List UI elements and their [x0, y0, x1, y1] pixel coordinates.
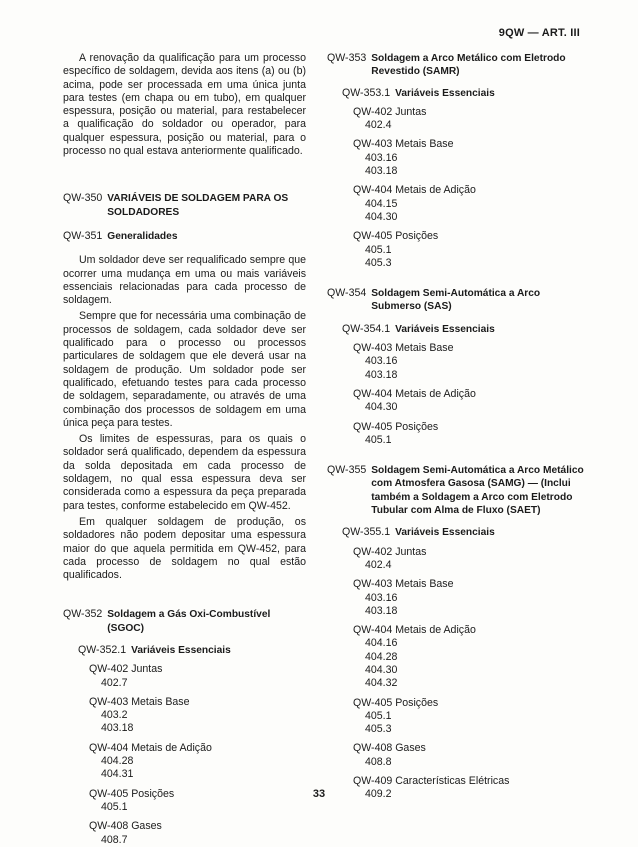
variable-code: 404.32: [365, 677, 398, 690]
variable-label: QW-403 Metais Base: [89, 695, 190, 708]
variable-code: 402.7: [101, 676, 128, 689]
page-number: 33: [312, 788, 326, 800]
section-number: QW-354: [327, 287, 367, 300]
variable-label: QW-405 Posições: [353, 230, 439, 243]
page-header: 9QW — ART. III: [498, 27, 580, 39]
variable-item: [353, 624, 585, 690]
variable-code: 403.18: [365, 165, 398, 178]
variable-code: 404.16: [365, 637, 398, 650]
variable-code: 405.1: [101, 800, 128, 813]
variable-code: 403.2: [101, 709, 128, 722]
variable-code: 404.28: [365, 650, 398, 663]
subsection-qw355-1: [327, 526, 585, 539]
subsection-number: QW-355.1: [342, 526, 391, 539]
variable-code: 403.18: [365, 368, 398, 381]
variable-item: [353, 138, 585, 178]
section-title: Soldagem Semi-Automática a Arco Metálico com Atmosfera Gasosa (SAMG) — (Inclui também a Soldagem a Arco com Eletrodo Tubular com Alma de Fluxo (SAET): [371, 465, 584, 517]
variable-code: 405.1: [365, 433, 392, 446]
paragraph: Um soldador deve ser requalificado sempre que ocorrer uma mudança em uma ou mais variáveis essenciais relacionadas para cada processo de soldagem.: [63, 254, 306, 307]
variable-item: [89, 663, 306, 690]
variable-label: QW-402 Juntas: [353, 545, 427, 558]
variable-item: [353, 578, 585, 618]
variable-label: QW-405 Posições: [353, 696, 439, 709]
subsection-qw352-1: [63, 644, 306, 657]
variable-code: 404.30: [365, 401, 398, 414]
paragraph: Sempre que for necessária uma combinação de processos de soldagem, cada soldador deve ser qualificado para o processo ou processos particulares de soldagem que ele deverá usar na soldagem de produção. Um soldador pode ser qualificado, efetuando testes para cada processo de soldagem, separadamente, ou através de uma combinação dos processos de soldagem em uma única peça para testes.: [63, 310, 306, 429]
variable-item: [353, 388, 585, 415]
variable-label: QW-408 Gases: [353, 742, 426, 755]
section-title: Generalidades: [107, 230, 178, 242]
variable-code: 403.16: [365, 591, 398, 604]
variable-item: [353, 106, 585, 133]
variables-list: [327, 342, 585, 447]
section-number: QW-350: [63, 192, 103, 205]
right-column: [327, 52, 585, 802]
subsection-qw354-1: [327, 323, 585, 336]
variable-item: [353, 421, 585, 448]
variable-code: 404.15: [365, 197, 398, 210]
variable-code: 404.30: [365, 210, 398, 223]
variable-label: QW-404 Metais de Adição: [89, 741, 212, 754]
variable-item: [353, 342, 585, 382]
variable-label: QW-402 Juntas: [353, 105, 427, 118]
section-number: QW-352: [63, 608, 103, 621]
variable-label: QW-403 Metais Base: [353, 342, 454, 355]
variable-label: QW-402 Juntas: [89, 663, 163, 676]
variable-code: 403.18: [101, 722, 134, 735]
variables-list: [327, 546, 585, 802]
variable-label: QW-405 Posições: [353, 420, 439, 433]
variable-code: 404.28: [101, 755, 134, 768]
left-column: [63, 52, 306, 847]
section-qw354: [327, 287, 585, 314]
subsection-qw353-1: [327, 87, 585, 100]
paragraph: Os limites de espessuras, para os quais o soldador será qualificado, dependem da espessura da solda depositada em cada processo de soldagem, no qual essa espessura deva ser considerada como a espessura da peça preparada para testes, conforme estabelecido em QW-452.: [63, 433, 306, 512]
variable-item: [353, 742, 585, 769]
variable-item: [89, 696, 306, 736]
variable-code: 405.3: [365, 723, 392, 736]
variable-label: QW-408 Gases: [89, 820, 162, 833]
subsection-number: QW-352.1: [78, 643, 127, 656]
variable-label: QW-404 Metais de Adição: [353, 387, 476, 400]
variable-item: [353, 546, 585, 573]
variable-item: [89, 742, 306, 782]
subsection-title: Variáveis Essenciais: [395, 87, 495, 99]
subsection-title: Variáveis Essenciais: [395, 527, 495, 539]
variable-label: QW-409 Características Elétricas: [353, 775, 510, 788]
section-qw351: [63, 230, 306, 243]
section-title: Soldagem a Gás Oxi-Combustível (SGOC): [107, 609, 271, 634]
variable-code: 408.8: [365, 755, 392, 768]
section-title: Soldagem a Arco Metálico com Eletrodo Revestido (SAMR): [371, 53, 566, 78]
variable-code: 405.1: [365, 709, 392, 722]
variable-label: QW-403 Metais Base: [353, 138, 454, 151]
section-qw350: [63, 192, 306, 219]
paragraph: Em qualquer soldagem de produção, os soldadores não podem depositar uma espessura maior do que aquela permitida em QW-452, para cada processo de soldagem no qual estão qualificados.: [63, 515, 306, 582]
variable-code: 404.30: [365, 663, 398, 676]
subsection-title: Variáveis Essenciais: [131, 644, 231, 656]
variable-code: 405.1: [365, 243, 392, 256]
section-number: QW-351: [63, 229, 103, 242]
variable-item: [353, 697, 585, 737]
variable-code: 409.2: [365, 788, 392, 801]
variables-list: [327, 106, 585, 270]
section-title: Soldagem Semi-Automática a Arco Submerso (SAS): [371, 288, 541, 313]
variable-label: QW-403 Metais Base: [353, 578, 454, 591]
variable-code: 402.4: [365, 119, 392, 132]
variable-label: QW-405 Posições: [89, 787, 175, 800]
variable-code: 403.16: [365, 151, 398, 164]
variable-code: 402.4: [365, 558, 392, 571]
variable-code: 408.7: [101, 833, 128, 846]
variable-code: 403.16: [365, 355, 398, 368]
variable-code: 405.3: [365, 256, 392, 269]
section-title: VARIÁVEIS DE SOLDAGEM PARA OS SOLDADORES: [107, 193, 289, 218]
subsection-number: QW-353.1: [342, 86, 391, 99]
intro-paragraph: A renovação da qualificação para um processo específico de soldagem, devida aos itens (a) ou (b) acima, pode ser processada em uma única junta para testes (em chapa ou em tubo), em qualquer espessura, posição ou material, para restabelecer a qualificação do soldador ou operador, para qualquer espessura, posição ou material, para o processo no qual estava anteriormente qualificado.: [63, 52, 306, 158]
variable-item: [89, 820, 306, 847]
section-number: QW-355: [327, 464, 367, 477]
variable-code: 403.18: [365, 604, 398, 617]
subsection-number: QW-354.1: [342, 322, 391, 335]
section-qw352: [63, 608, 306, 635]
variable-label: QW-404 Metais de Adição: [353, 624, 476, 637]
variable-code: 404.31: [101, 768, 134, 781]
section-number: QW-353: [327, 52, 367, 64]
variable-item: [353, 184, 585, 224]
variable-label: QW-404 Metais de Adição: [353, 184, 476, 197]
section-qw353: [327, 52, 585, 79]
subsection-title: Variáveis Essenciais: [395, 323, 495, 335]
variables-list: [63, 663, 306, 847]
section-qw355: [327, 464, 585, 517]
variable-item: [353, 230, 585, 270]
